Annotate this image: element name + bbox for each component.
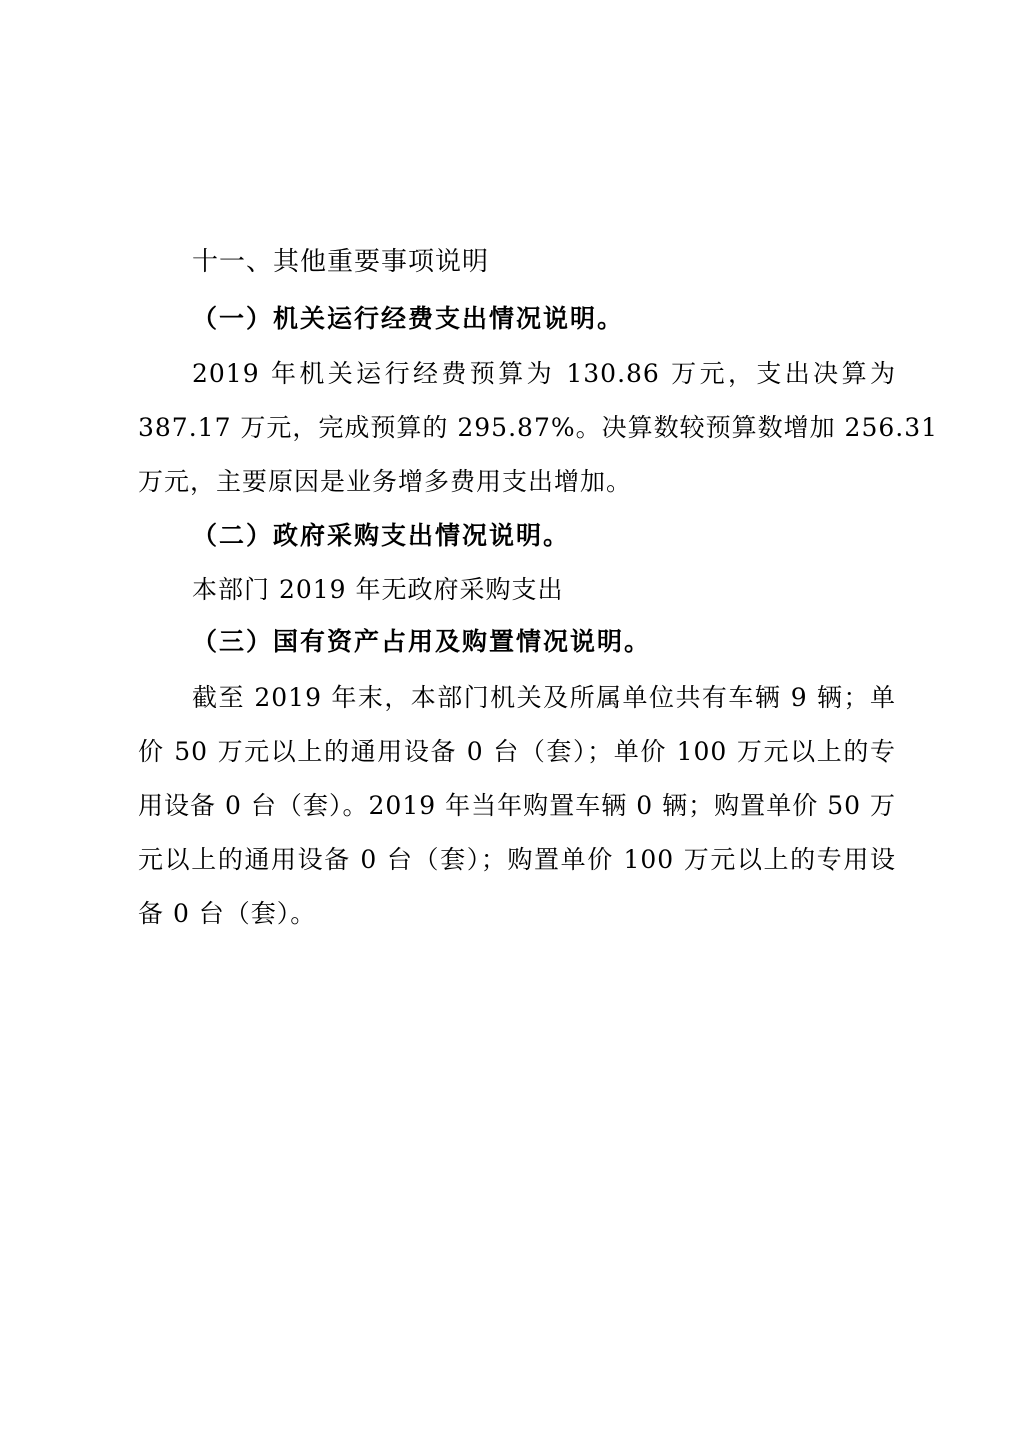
paragraph-1-line-1: 2019 年机关运行经费预算为 130.86 万元，支出决算为 <box>192 359 896 388</box>
paragraph-1-line-3: 万元，主要原因是业务增多费用支出增加。 <box>138 467 633 496</box>
subsection-heading-1: （一）机关运行经费支出情况说明。 <box>192 304 625 333</box>
paragraph-2-line-1: 本部门 2019 年无政府采购支出 <box>192 575 564 604</box>
paragraph-3-line-1: 截至 2019 年末，本部门机关及所属单位共有车辆 9 辆；单 <box>192 683 896 712</box>
section-title: 十一、其他重要事项说明 <box>192 247 490 277</box>
paragraph-3-line-5: 备 0 台（套）。 <box>138 899 317 928</box>
subsection-heading-2: （二）政府采购支出情况说明。 <box>192 521 571 550</box>
paragraph-3-line-4: 元以上的通用设备 0 台（套）；购置单价 100 万元以上的专用设 <box>138 845 896 874</box>
paragraph-3-line-3: 用设备 0 台（套）。2019 年当年购置车辆 0 辆；购置单价 50 万 <box>138 791 896 820</box>
paragraph-3-line-2: 价 50 万元以上的通用设备 0 台（套）；单价 100 万元以上的专 <box>138 737 896 766</box>
subsection-heading-3: （三）国有资产占用及购置情况说明。 <box>192 627 652 656</box>
paragraph-1-line-2: 387.17 万元，完成预算的 295.87%。决算数较预算数增加 256.31 <box>138 413 939 442</box>
